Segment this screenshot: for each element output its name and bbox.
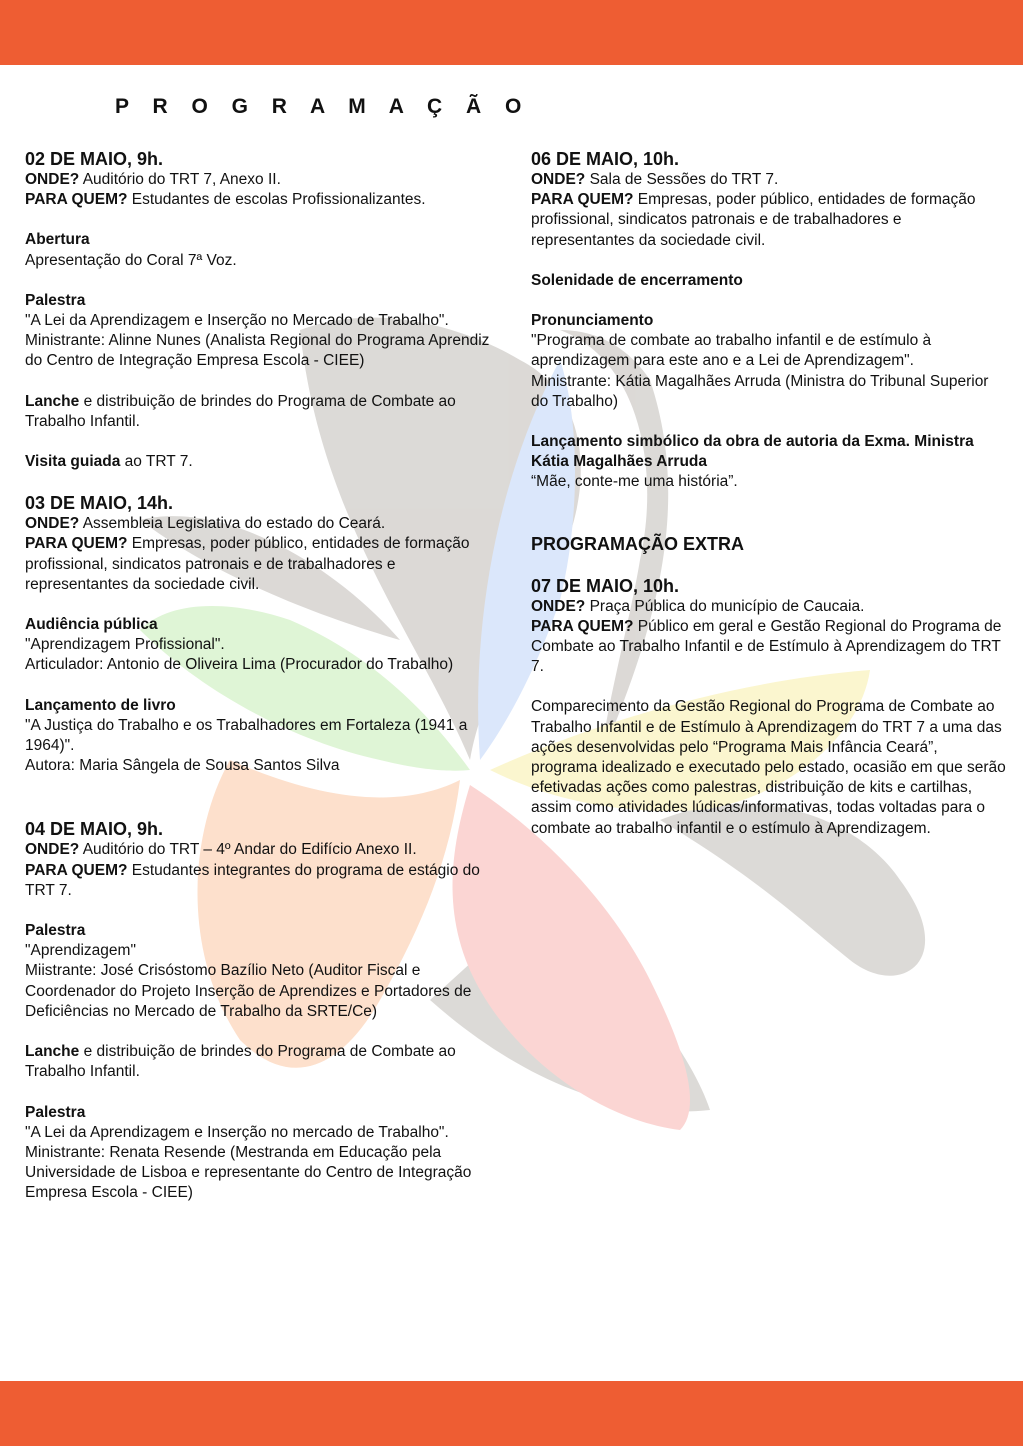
day2-audiencia-name: "Aprendizagem Profissional". bbox=[25, 636, 225, 654]
day3-lanche-rest: e distribuição de brindes do Programa de Combate ao Trabalho Infantil. bbox=[25, 1043, 456, 1081]
day2-livro-name: "A Justiça do Trabalho e os Trabalhadores em Fortaleza (1941 a 1964)". bbox=[25, 716, 468, 755]
day1-palestra-title: Palestra bbox=[25, 291, 86, 309]
day1-visita bbox=[25, 452, 500, 472]
page-title: P R O G R A M A Ç Ã O bbox=[115, 95, 531, 118]
day3-palestra2-speaker: Ministrante: Renata Resende (Mestranda em Educação pela Universidade de Lisboa e representante do Centro de Integração Empresa Escola - CIEE) bbox=[25, 1143, 472, 1202]
day4-lancamento-name: “Mãe, conte-me uma história”. bbox=[531, 473, 738, 491]
day1-visita-rest: ao TRT 7. bbox=[120, 453, 193, 471]
day1-heading: 02 DE MAIO, 9h. bbox=[25, 149, 164, 169]
extra-onde-value: Praça Pública do município de Caucaia. bbox=[589, 597, 865, 615]
day4-pronunciamento-speaker: Ministrante: Kátia Magalhães Arruda (Ministra do Tribunal Superior do Trabalho) bbox=[531, 372, 989, 410]
right-column bbox=[531, 148, 1006, 839]
day1-visita-bold: Visita guiada bbox=[25, 453, 121, 471]
para-quem-label: PARA QUEM? bbox=[25, 861, 128, 879]
extra-description: Comparecimento da Gestão Regional do Programa de Combate ao Trabalho Infantil e de Estímulo à Aprendizagem do TRT 7 a uma das ações desenvolvidas pelo “Programa Mais Infância Ceará”, programa idealizado e executado pelo estado, ocasião em que serão efetivadas ações como palestras, distribuição de kits e cartilhas, assim como atividades lúdicas/informativas, todas voltadas para o combate ao trabalho infantil e o estímulo à Aprendizagem. bbox=[531, 698, 1006, 837]
day4-para-quem bbox=[531, 190, 1006, 251]
day1-lanche-bold: Lanche bbox=[25, 392, 80, 410]
day3-palestra1-title: Palestra bbox=[25, 922, 86, 940]
day4-heading: 06 DE MAIO, 10h. bbox=[531, 149, 680, 169]
day2-audiencia-speaker: Articulador: Antonio de Oliveira Lima (Procurador do Trabalho) bbox=[25, 656, 454, 674]
day3-palestra1-name: "Aprendizagem" bbox=[25, 942, 136, 960]
day3-para-quem bbox=[25, 861, 500, 901]
day3-lanche bbox=[25, 1042, 500, 1082]
day4-lancamento-title: Lançamento simbólico da obra de autoria da Exma. Ministra Kátia Magalhães Arruda bbox=[531, 433, 974, 471]
onde-label: ONDE? bbox=[531, 597, 586, 615]
day3-palestra1-speaker: Miistrante: José Crisóstomo Bazílio Neto (Auditor Fiscal e Coordenador do Projeto Inserção de Aprendizes e Portadores de Deficiências no Mercado de Trabalho da SRTE/Ce) bbox=[25, 962, 472, 1020]
day2-livro-title: Lançamento de livro bbox=[25, 696, 176, 714]
day3-palestra2-title: Palestra bbox=[25, 1103, 86, 1121]
day1-abertura-text: Apresentação do Coral 7ª Voz. bbox=[25, 251, 237, 269]
day4-pronunciamento-title: Pronunciamento bbox=[531, 312, 654, 330]
para-quem-label: PARA QUEM? bbox=[531, 617, 634, 635]
day3-onde bbox=[25, 840, 500, 860]
para-quem-label: PARA QUEM? bbox=[25, 535, 128, 553]
day1-onde bbox=[25, 170, 500, 190]
extra-para-quem-value: Público em geral e Gestão Regional do Programa de Combate ao Trabalho Infantil e de Estímulo à Aprendizagem do TRT 7. bbox=[531, 617, 1002, 676]
day2-heading: 03 DE MAIO, 14h. bbox=[25, 493, 174, 514]
day1-para-quem bbox=[25, 190, 500, 210]
para-quem-label: PARA QUEM? bbox=[25, 191, 128, 209]
onde-label: ONDE? bbox=[531, 171, 586, 188]
day4-pronunciamento-name: "Programa de combate ao trabalho infantil e de estímulo à aprendizagem para este ano e a Lei de Aprendizagem". bbox=[531, 332, 932, 370]
bottom-orange-band bbox=[0, 1381, 1023, 1446]
day1-abertura-title: Abertura bbox=[25, 231, 90, 249]
day2-audiencia-title: Audiência pública bbox=[25, 616, 158, 634]
extra-heading: PROGRAMAÇÃO EXTRA bbox=[531, 533, 745, 554]
day2-para-quem-value: Empresas, poder público, entidades de formação profissional, sindicatos patronais e de trabalhadores e representantes da sociedade civil. bbox=[25, 535, 470, 593]
extra-day-heading: 07 DE MAIO, 10h. bbox=[531, 575, 680, 596]
day3-lanche-bold: Lanche bbox=[25, 1043, 80, 1061]
day2-livro-author: Autora: Maria Sângela de Sousa Santos Silva bbox=[25, 757, 340, 775]
day3-onde-value: Auditório do TRT – 4º Andar do Edifício Anexo II. bbox=[82, 841, 417, 859]
onde-label: ONDE? bbox=[25, 841, 80, 859]
day1-palestra-name: "A Lei da Aprendizagem e Inserção no Mercado de Trabalho". bbox=[25, 312, 449, 330]
day2-para-quem bbox=[25, 534, 500, 595]
day3-para-quem-value: Estudantes integrantes do programa de estágio do TRT 7. bbox=[25, 861, 480, 899]
extra-onde bbox=[531, 597, 1006, 617]
day4-para-quem-value: Empresas, poder público, entidades de formação profissional, sindicatos patronais e de trabalhadores e representantes da sociedade civil. bbox=[531, 191, 976, 249]
extra-para-quem bbox=[531, 617, 1006, 678]
onde-label: ONDE? bbox=[25, 171, 80, 188]
para-quem-label: PARA QUEM? bbox=[531, 191, 634, 209]
day2-onde-value: Assembleia Legislativa do estado do Ceará. bbox=[82, 515, 386, 533]
day4-solenidade-title: Solenidade de encerramento bbox=[531, 271, 743, 289]
left-column bbox=[25, 148, 500, 1204]
day3-heading: 04 DE MAIO, 9h. bbox=[25, 819, 164, 840]
day1-lanche bbox=[25, 392, 500, 432]
day3-palestra2-name: "A Lei da Aprendizagem e Inserção no mercado de Trabalho". bbox=[25, 1123, 449, 1141]
day1-onde-value: Auditório do TRT 7, Anexo II. bbox=[82, 171, 281, 188]
day1-palestra-speaker: Ministrante: Alinne Nunes (Analista Regional do Programa Aprendiz do Centro de Integração Empresa Escola - CIEE) bbox=[25, 332, 490, 370]
day4-onde bbox=[531, 170, 1006, 190]
day1-lanche-rest: e distribuição de brindes do Programa de Combate ao Trabalho Infantil. bbox=[25, 392, 456, 430]
onde-label: ONDE? bbox=[25, 515, 80, 533]
day1-para-quem-value: Estudantes de escolas Profissionalizantes. bbox=[131, 191, 426, 209]
day2-onde bbox=[25, 514, 500, 534]
day4-onde-value: Sala de Sessões do TRT 7. bbox=[589, 171, 779, 188]
